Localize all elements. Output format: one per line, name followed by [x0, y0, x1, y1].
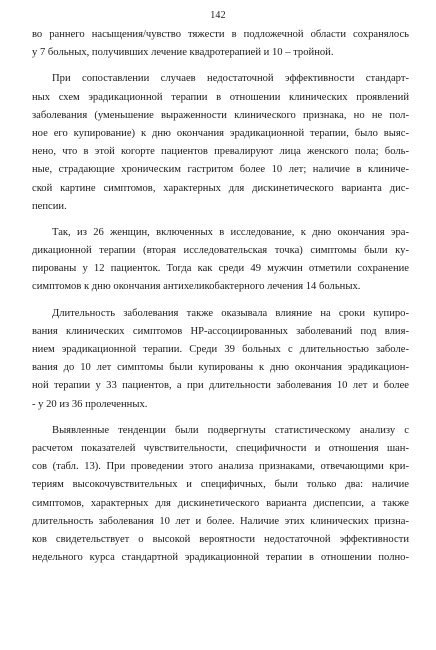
text-line: Длительность заболевания также оказывала влияние на сроки купиро-	[52, 307, 409, 319]
text-line: расчетом показателей чувствительности, специфичности и отношения шан-	[32, 442, 409, 454]
paragraph	[32, 70, 409, 216]
text-line: симптомов, характерных для дискинетического варианта диспепсии, а также	[32, 497, 409, 509]
text-line: Выявленные тенденции были подвергнуты статистическому анализу с	[52, 424, 409, 436]
text-line: сов (табл. 13). При проведении этого анализа признаками, отвечающими кри-	[32, 461, 409, 473]
text-line: нием эрадикационной терапии. Среди 39 больных с длительностью заболе-	[32, 344, 409, 355]
text-line: вания до 10 лет симптомы были купированы к дню окончания эрадикацион-	[32, 362, 409, 374]
text-line: дикационной терапии (вторая исследовательская точка) симптомы были ку-	[32, 245, 409, 257]
page-number: 142	[210, 10, 226, 21]
text-line: ной терапии у 33 пациентов, а при длительности заболевания 10 лет и более	[32, 380, 409, 392]
text-line: Так, из 26 женщин, включенных в исследование, к дню окончания эра-	[52, 226, 409, 238]
text-line: вания клинических симптомов HP-ассоциированных заболеваний под влия-	[32, 325, 409, 337]
text-line: ное его купирование) к дню окончания эрадикационной терапии, было выяс-	[32, 127, 409, 139]
body-text	[32, 26, 409, 567]
text-line: у 7 больных, получивших лечение квадротерапией и 10 – тройной.	[32, 47, 334, 59]
text-line: пированы у 12 пациенток. Тогда как среди 49 мужчин отметили сохранение	[32, 263, 409, 275]
text-line: нено, что в этой когорте пациентов превалируют лица женского пола; боль-	[32, 146, 409, 158]
text-line: заболевания (уменьшение выраженности клинического признака, но не пол-	[32, 109, 409, 121]
text-line: пепсии.	[32, 200, 67, 212]
paragraph	[32, 26, 409, 62]
text-line: недельного курса стандартной эрадикационной терапии в отношении полно-	[32, 552, 409, 564]
text-line: ных схем эрадикационной терапии в отношении клинических проявлений	[32, 91, 409, 103]
text-line: ков свидетельствует о высокой вероятности недостаточной эффективности	[32, 533, 409, 545]
text-line: во раннего насыщения/чувство тяжести в подложечной области сохранялось	[32, 29, 409, 40]
paragraph	[32, 422, 409, 568]
text-line: длительность заболевания 10 лет и более. Наличие этих клинических призна-	[32, 515, 409, 527]
text-line: териям высокочувствительных и специфичных, были только два: наличие	[32, 479, 409, 491]
text-line: ные, страдающие хроническим гастритом более 10 лет; наличие в клиниче-	[32, 164, 409, 176]
paragraph	[32, 305, 409, 414]
paragraph	[32, 224, 409, 297]
text-line: - у 20 из 36 пролеченных.	[32, 398, 148, 410]
text-line: симптомов к дню окончания антихеликобактерного лечения 14 больных.	[32, 281, 361, 293]
text-line: При сопоставлении случаев недостаточной эффективности стандарт-	[52, 73, 409, 85]
text-line: ской картине симптомов, характерных для дискинетического варианта дис-	[32, 182, 409, 194]
